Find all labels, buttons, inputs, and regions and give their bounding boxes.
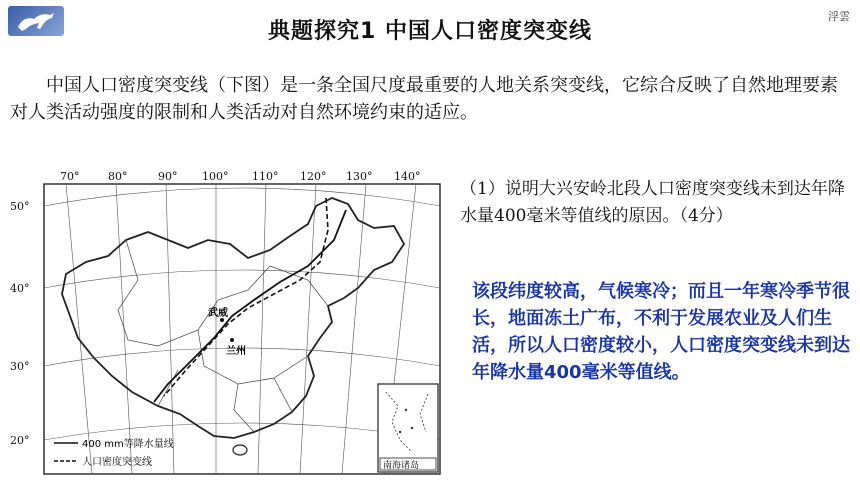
answer-text: 该段纬度较高，气候寒冷；而且一年寒冷季节很长，地面冻土广布，不利于发展农业及人们生活，所以人口密度较小，人口密度突变线未到达年降水量400毫米等值线。 bbox=[472, 281, 850, 383]
lon-label: 70° bbox=[60, 170, 80, 183]
lat-label: 40° bbox=[10, 282, 30, 295]
intro-paragraph bbox=[10, 72, 850, 126]
lon-label: 120° bbox=[300, 170, 327, 183]
page-title: 典题探究1 中国人口密度突变线 bbox=[268, 19, 592, 44]
lon-label: 100° bbox=[202, 170, 229, 183]
lon-label: 80° bbox=[108, 170, 128, 183]
china-population-map bbox=[8, 170, 444, 478]
lon-label: 140° bbox=[394, 170, 421, 183]
lat-label: 20° bbox=[10, 434, 30, 447]
wuwei-label: 武威 bbox=[208, 308, 228, 319]
corner-mark: 浮雲 bbox=[828, 10, 850, 23]
question-text: （1）说明大兴安岭北段人口密度突变线未到达年降水量400毫米等值线的原因。（4分） bbox=[460, 179, 845, 226]
lat-label: 50° bbox=[10, 200, 30, 213]
legend-precip-label: 400 mm等降水量线 bbox=[82, 439, 174, 450]
lat-label: 30° bbox=[10, 360, 30, 373]
lon-label: 90° bbox=[158, 170, 178, 183]
lanzhou-label: 兰州 bbox=[226, 346, 246, 357]
lon-label: 110° bbox=[252, 170, 279, 183]
lon-label: 130° bbox=[346, 170, 373, 183]
inset-label: 南海诸岛 bbox=[383, 461, 420, 471]
south-china-sea-inset bbox=[378, 384, 438, 472]
lanzhou-marker bbox=[230, 338, 234, 342]
legend-density-label: 人口密度突变线 bbox=[82, 457, 152, 468]
intro-text: 中国人口密度突变线（下图）是一条全国尺度最重要的人地关系突变线，它综合反映了自然地理要素对人类活动强度的限制和人类活动对自然环境约束的适应。 bbox=[10, 75, 838, 123]
